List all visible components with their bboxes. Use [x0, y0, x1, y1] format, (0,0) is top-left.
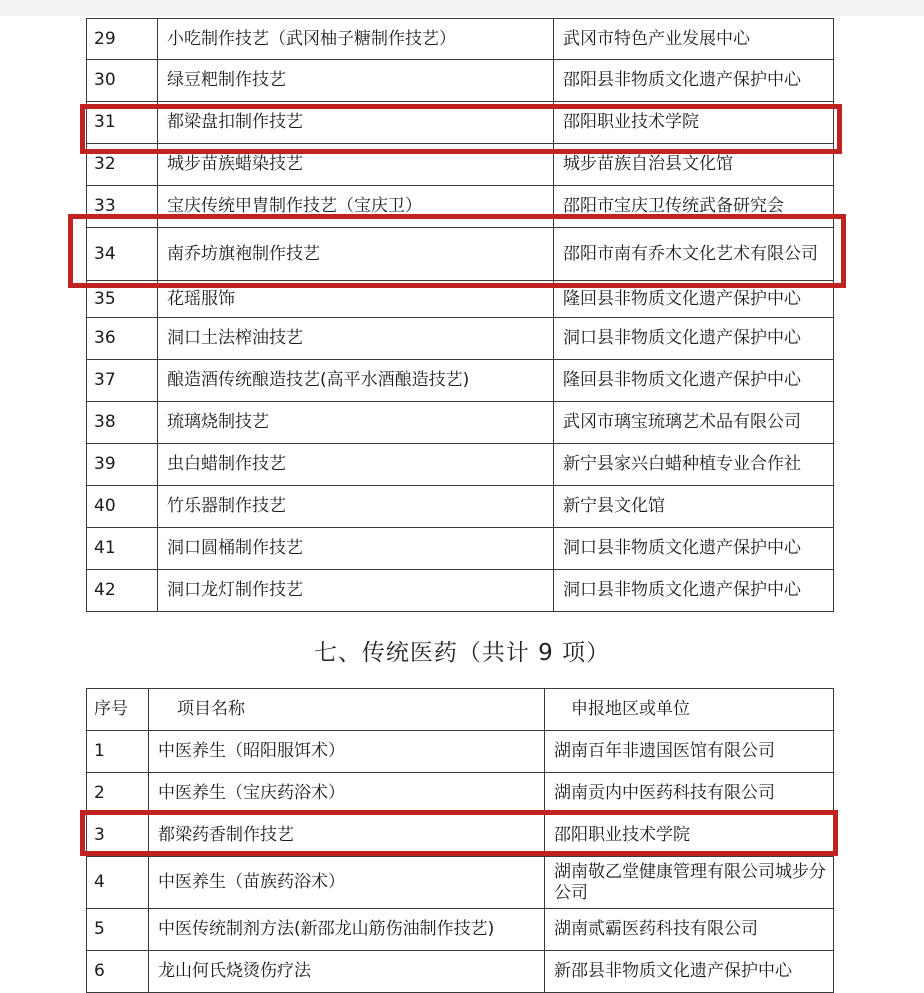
row-number: 37 — [87, 360, 158, 402]
project-name: 竹乐器制作技艺 — [158, 486, 554, 528]
applicant-unit: 城步苗族自治县文化馆 — [554, 144, 834, 186]
project-name: 南乔坊旗袍制作技艺 — [158, 228, 554, 281]
project-name: 城步苗族蜡染技艺 — [158, 144, 554, 186]
project-name: 洞口龙灯制作技艺 — [158, 570, 554, 612]
table-row — [87, 402, 834, 444]
project-name: 琉璃烧制技艺 — [158, 402, 554, 444]
table-row — [87, 731, 834, 773]
project-name: 都梁盘扣制作技艺 — [158, 102, 554, 144]
table-row — [87, 486, 834, 528]
table-row-highlighted — [87, 102, 834, 144]
project-name: 花瑶服饰 — [158, 281, 554, 318]
table-row — [87, 60, 834, 102]
project-name: 小吃制作技艺（武冈柚子糖制作技艺） — [158, 19, 554, 60]
row-number: 39 — [87, 444, 158, 486]
applicant-unit: 湖南百年非遗国医馆有限公司 — [545, 731, 834, 773]
applicant-unit: 邵阳职业技术学院 — [545, 815, 834, 857]
header-project-name: 项目名称 — [149, 689, 545, 731]
table-row — [87, 570, 834, 612]
applicant-unit: 湖南贰霸医药科技有限公司 — [545, 909, 834, 951]
row-number: 34 — [87, 228, 158, 281]
project-name: 虫白蜡制作技艺 — [158, 444, 554, 486]
project-name: 中医传统制剂方法(新邵龙山筋伤油制作技艺) — [149, 909, 545, 951]
row-number: 30 — [87, 60, 158, 102]
row-number: 35 — [87, 281, 158, 318]
project-name: 龙山何氏烧烫伤疗法 — [149, 951, 545, 993]
row-number: 38 — [87, 402, 158, 444]
applicant-unit: 邵阳市南有乔木文化艺术有限公司 — [554, 228, 834, 281]
row-number: 41 — [87, 528, 158, 570]
project-name: 都梁药香制作技艺 — [149, 815, 545, 857]
row-number: 1 — [87, 731, 149, 773]
header-number: 序号 — [87, 689, 149, 731]
table-row-highlighted — [87, 228, 834, 281]
applicant-unit: 邵阳市宝庆卫传统武备研究会 — [554, 186, 834, 228]
applicant-unit: 湖南贡内中医药科技有限公司 — [545, 773, 834, 815]
applicant-unit: 洞口县非物质文化遗产保护中心 — [554, 528, 834, 570]
row-number: 32 — [87, 144, 158, 186]
project-name: 洞口圆桶制作技艺 — [158, 528, 554, 570]
row-number: 40 — [87, 486, 158, 528]
table-row — [87, 773, 834, 815]
project-name: 酿造酒传统酿造技艺(高平水酒酿造技艺) — [158, 360, 554, 402]
project-name: 洞口土法榨油技艺 — [158, 318, 554, 360]
row-number: 6 — [87, 951, 149, 993]
row-number: 5 — [87, 909, 149, 951]
header-applicant-unit: 申报地区或单位 — [545, 689, 834, 731]
heritage-table-medicine — [86, 688, 834, 993]
applicant-unit: 新宁县文化馆 — [554, 486, 834, 528]
applicant-unit: 武冈市特色产业发展中心 — [554, 19, 834, 60]
project-name: 绿豆粑制作技艺 — [158, 60, 554, 102]
table-row — [87, 360, 834, 402]
applicant-unit: 洞口县非物质文化遗产保护中心 — [554, 318, 834, 360]
applicant-unit: 湖南敬乙堂健康管理有限公司城步分公司 — [545, 857, 834, 909]
table-row — [87, 444, 834, 486]
table-header-row — [87, 689, 834, 731]
table-row — [87, 909, 834, 951]
table-row — [87, 951, 834, 993]
top-band — [0, 0, 924, 16]
row-number: 31 — [87, 102, 158, 144]
project-name: 中医养生（昭阳服饵术） — [149, 731, 545, 773]
project-name: 宝庆传统甲胄制作技艺（宝庆卫） — [158, 186, 554, 228]
applicant-unit: 邵阳县非物质文化遗产保护中心 — [554, 60, 834, 102]
row-number: 33 — [87, 186, 158, 228]
project-name: 中医养生（宝庆药浴术） — [149, 773, 545, 815]
table-row-highlighted — [87, 815, 834, 857]
table-row — [87, 19, 834, 60]
applicant-unit: 新邵县非物质文化遗产保护中心 — [545, 951, 834, 993]
section-heading: 七、传统医药（共计 9 项） — [313, 640, 611, 666]
row-number: 3 — [87, 815, 149, 857]
applicant-unit: 隆回县非物质文化遗产保护中心 — [554, 281, 834, 318]
table-row — [87, 281, 834, 318]
applicant-unit: 洞口县非物质文化遗产保护中心 — [554, 570, 834, 612]
project-name: 中医养生（苗族药浴术） — [149, 857, 545, 909]
table-row — [87, 528, 834, 570]
row-number: 2 — [87, 773, 149, 815]
applicant-unit: 邵阳职业技术学院 — [554, 102, 834, 144]
table-row — [87, 857, 834, 909]
heritage-table-crafts — [86, 18, 834, 612]
applicant-unit: 新宁县家兴白蜡种植专业合作社 — [554, 444, 834, 486]
table-row — [87, 186, 834, 228]
applicant-unit: 隆回县非物质文化遗产保护中心 — [554, 360, 834, 402]
row-number: 36 — [87, 318, 158, 360]
table-row — [87, 144, 834, 186]
row-number: 42 — [87, 570, 158, 612]
applicant-unit: 武冈市璃宝琉璃艺术品有限公司 — [554, 402, 834, 444]
row-number: 4 — [87, 857, 149, 909]
row-number: 29 — [87, 19, 158, 60]
table-row — [87, 318, 834, 360]
